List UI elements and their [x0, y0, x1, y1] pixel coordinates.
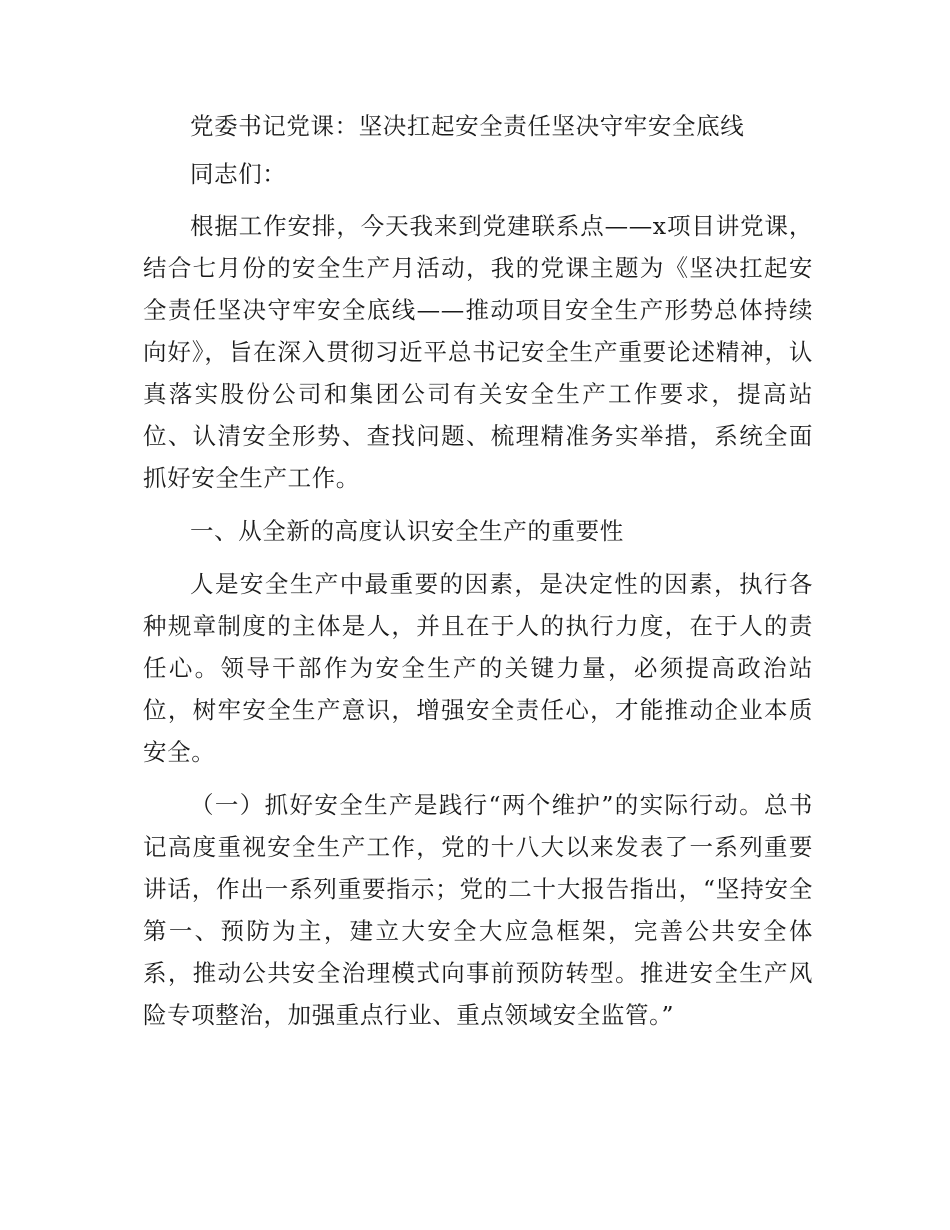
subsection-paragraph: （一）抓好安全生产是践行“两个维护”的实际行动。总书记高度重视安全生产工作，党的十八大以来发表了一系列重要讲话，作出一系列重要指示；党的二十大报告指出，“坚持安全第一、预防为主，建立大安全大应急框架，完善公共安全体系，推动公共安全治理模式向事前预防转型。推进安全生产风险专项整治，加强重点行业、重点领域安全监管。” [143, 791, 813, 1029]
section-paragraph: 人是安全生产中最重要的因素，是决定性的因素，执行各种规章制度的主体是人，并且在于人的执行力度，在于人的责任心。领导干部作为安全生产的关键力量，必须提高政治站位，树牢安全生产意识，增强安全责任心，才能推动企业本质安全。 [143, 570, 813, 766]
document-title: 党委书记党课：坚决扛起安全责任坚决守牢安全底线 [190, 112, 745, 140]
document-body [143, 105, 813, 1047]
intro-paragraph: 根据工作安排，今天我来到党建联系点——x项目讲党课，结合七月份的安全生产月活动，我的党课主题为《坚决扛起安全责任坚决守牢安全底线——推动项目安全生产形势总体持续向好》，旨在深入贯彻习近平总书记安全生产重要论述精神，认真落实股份公司和集团公司有关安全生产工作要求，提高站位、认清安全形势、查找问题、梳理精准务实举措，系统全面抓好安全生产工作。 [143, 212, 813, 492]
section-heading: 一、从全新的高度认识安全生产的重要性 [190, 517, 624, 545]
salutation: 同志们： [190, 160, 287, 188]
